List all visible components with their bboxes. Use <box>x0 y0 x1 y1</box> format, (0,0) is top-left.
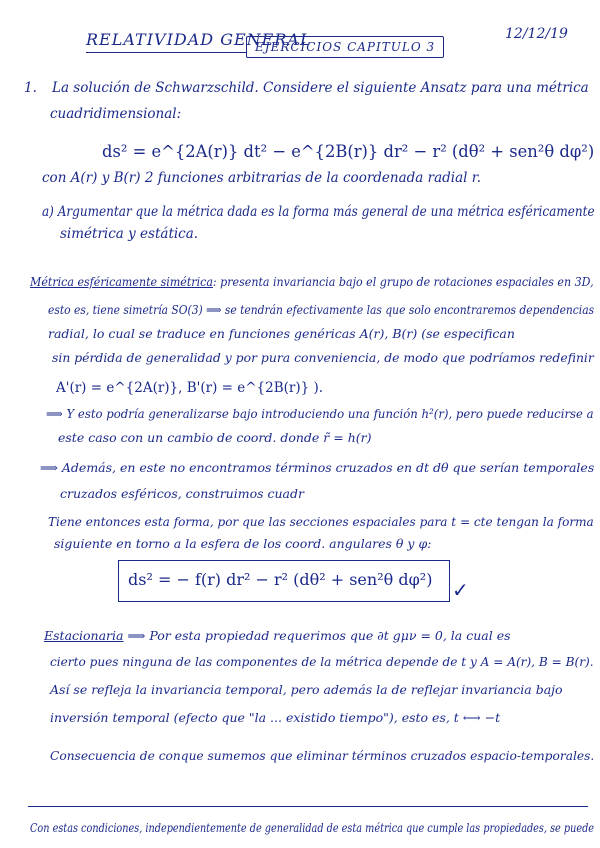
date-label: 12/12/19 <box>505 26 568 42</box>
note-line: cruzados esféricos, construimos cuadr <box>60 486 304 501</box>
note-line: inversión temporal (efecto que "la ... existido tiempo"), esto es, t ⟷ −t <box>50 710 501 725</box>
part-a-line-1: a) Argumentar que la métrica dada es la forma más general de una métrica esféricamente <box>42 204 595 220</box>
footer-line: Con estas condiciones, independientemente de generalidad de esta métrica que cumple las propiedades, se puede <box>30 820 595 835</box>
part-a-line-2: simétrica y estática. <box>60 226 199 242</box>
bullet-stationary-text: ⟹ Por esta propiedad requerimos que ∂t gμν = 0, la cual es <box>123 628 511 643</box>
bullet-symmetric <box>30 274 594 289</box>
bullet-symmetric-text: : presenta invariancia bajo el grupo de rotaciones espaciales en 3D, <box>212 274 594 289</box>
problem-line-1: La solución de Schwarzschild. Considere el siguiente Ansatz para una métrica <box>52 80 589 96</box>
note-line: cierto pues ninguna de las componentes de la métrica depende de t y A = A(r), B = B(r). <box>50 654 594 669</box>
metric-equation: ds² = e^{2A(r)} dt² − e^{2B(r)} dr² − r² (dθ² + sen²θ dφ²) <box>102 142 595 162</box>
checkmark-icon: ✓ <box>452 578 469 602</box>
note-line: radial, lo cual se traduce en funciones genéricas A(r), B(r) (se especifican <box>48 326 515 341</box>
chapter-box: EJERCICIOS CAPITULO 3 <box>246 36 444 58</box>
problem-line-3: con A(r) y B(r) 2 funciones arbitrarias de la coordenada radial r. <box>42 170 482 186</box>
note-line: Tiene entonces esta forma, por que las secciones espaciales para t = cte tengan la forma <box>48 514 594 529</box>
note-line: ⟹ Además, en este no encontramos términos cruzados en dt dθ que serían temporales <box>40 460 595 475</box>
bullet-symmetric-label: Métrica esféricamente simétrica <box>30 274 213 289</box>
boxed-metric: ds² = − f(r) dr² − r² (dθ² + sen²θ dφ²) <box>128 570 433 589</box>
page-title: RELATIVIDAD GENERAL <box>86 30 312 49</box>
divider <box>28 806 588 807</box>
note-line: ⟹ Y esto podría generalizarse bajo introduciendo una función h²(r), pero puede reducirse a <box>46 406 594 421</box>
note-line: este caso con un cambio de coord. donde r̃ = h(r) <box>58 430 372 445</box>
note-line: siguiente en torno a la esfera de los coord. angulares θ y φ: <box>54 536 432 551</box>
title-underline <box>86 52 246 53</box>
note-formula: A'(r) = e^{2A(r)}, B'(r) = e^{2B(r)} ). <box>56 380 324 396</box>
note-line: Así se refleja la invariancia temporal, pero además la de reflejar invariancia bajo <box>50 682 563 697</box>
note-line: Consecuencia de conque sumemos que eliminar términos cruzados espacio-temporales. <box>50 748 595 763</box>
bullet-stationary <box>44 628 511 643</box>
problem-line-2: cuadridimensional: <box>50 106 182 122</box>
bullet-stationary-label: Estacionaria <box>44 628 124 643</box>
problem-number: 1. <box>24 80 37 96</box>
note-line: sin pérdida de generalidad y por pura conveniencia, de modo que podríamos redefinir <box>52 350 594 365</box>
note-line: esto es, tiene simetría SO(3) ⟹ se tendrán efectivamente las que solo encontraremos dependencias <box>48 302 595 317</box>
